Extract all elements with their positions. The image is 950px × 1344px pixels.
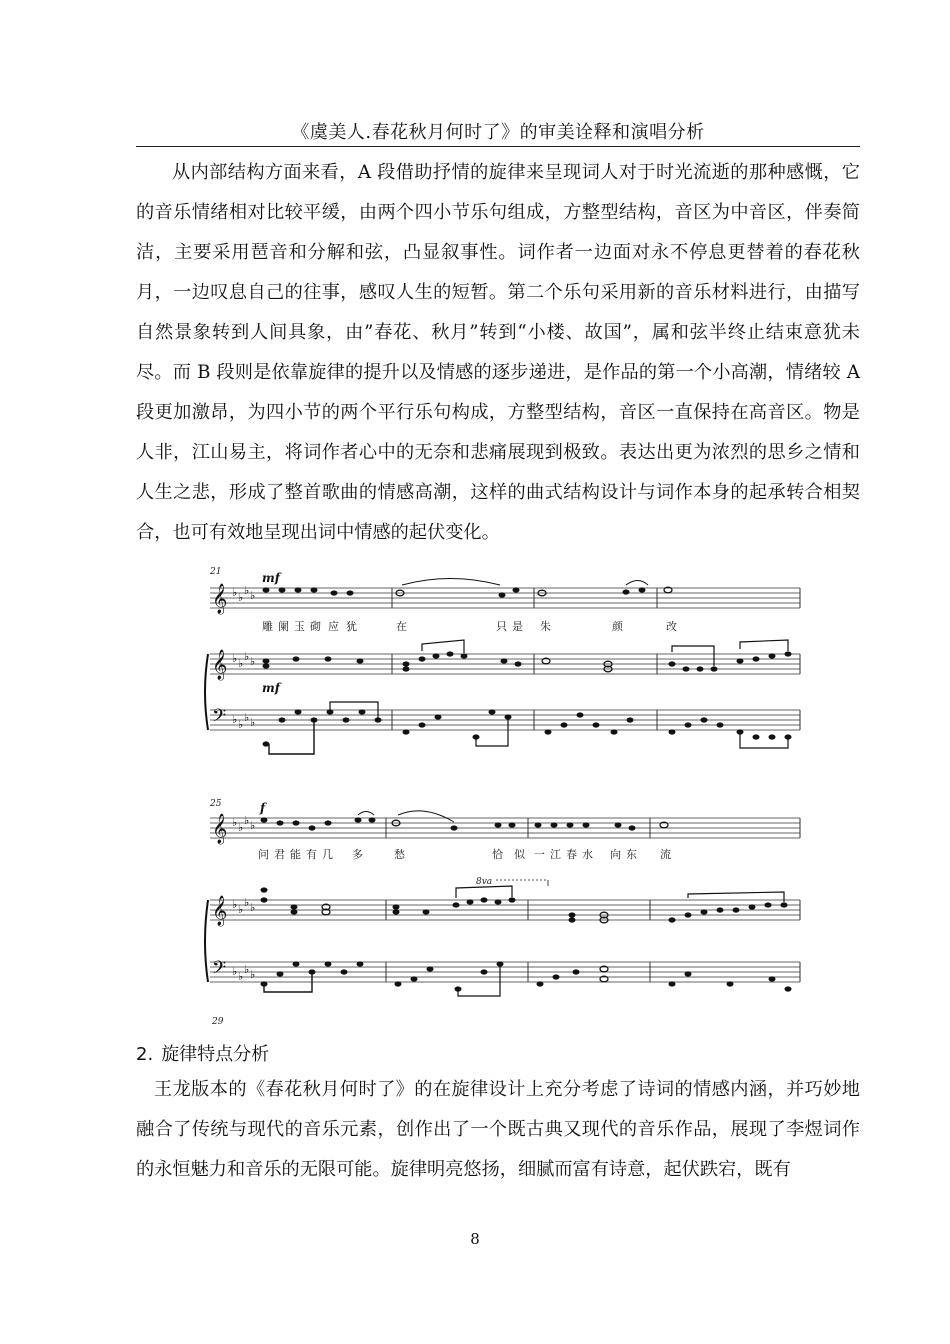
dynamic-mark: mf <box>262 681 280 695</box>
running-header: 《虞美人.春花秋月何时了》的审美诠释和演唱分析 <box>291 122 705 143</box>
svg-text:♭: ♭ <box>238 718 244 731</box>
svg-text:几: 几 <box>322 848 333 861</box>
svg-text:应: 应 <box>328 620 339 633</box>
svg-text:𝄞: 𝄞 <box>212 650 228 680</box>
svg-text:流: 流 <box>660 848 671 861</box>
voice-staff <box>210 579 800 616</box>
svg-text:犹: 犹 <box>346 620 357 633</box>
svg-text:能: 能 <box>290 848 301 861</box>
svg-text:𝄞: 𝄞 <box>212 896 228 926</box>
svg-text:朱: 朱 <box>540 620 551 633</box>
svg-text:是: 是 <box>512 620 523 633</box>
svg-text:一: 一 <box>534 848 545 861</box>
svg-text:有: 有 <box>306 848 317 861</box>
svg-text:♭: ♭ <box>250 655 256 668</box>
svg-text:♭: ♭ <box>232 898 238 911</box>
svg-text:♭: ♭ <box>244 814 250 827</box>
svg-text:♭: ♭ <box>238 657 244 670</box>
svg-text:𝄞: 𝄞 <box>212 814 228 844</box>
svg-text:♭: ♭ <box>244 650 250 663</box>
measure-number: 25 <box>210 799 222 809</box>
lyrics-line <box>262 619 677 633</box>
section-heading <box>136 1040 269 1066</box>
body-paragraph-structure: 从内部结构方面来看，A 段借助抒情的旋律来呈现词人对于时光流逝的那种感慨，它的音乐情绪相对比较平缓，由两个四小节乐句组成，方整型结构，音区为中音区，伴奏简洁，主要采用琶音和分解和弦，凸显叙事性。词作者一边面对永不停息更替着的春花秋月，一边叹息自己的往事，感叹人生的短暂。第二个乐句采用新的音乐材料进行，由描写自然景象转到人间具象，由”春花、秋月”转到“小楼、故国”，属和弦半终止结束意犹未尽。而 B 段则是依靠旋律的提升以及情感的逐步递进，是作品的第一个小高潮，情绪较 A 段更加激昂，为四小节的两个平行乐句构成，方整型结构，音区一直保持在高音区。物是人非，江山易主，将词作者心中的无奈和悲痛展现到极致。表达出更为浓烈的思乡之情和人生之悲，形成了整首歌曲的情感高潮，这样的曲式结构设计与词作本身的起承转合相契合，也可有效地呈现出词中情感的起伏变化。 <box>136 162 860 543</box>
svg-text:东: 东 <box>626 848 637 861</box>
dynamic-mark: f <box>260 801 266 815</box>
svg-text:只: 只 <box>496 620 507 633</box>
piano-right-hand-staff <box>210 886 800 927</box>
svg-text:水: 水 <box>582 848 593 861</box>
piano-left-hand-staff <box>210 702 800 754</box>
page-number: 8 <box>470 1230 480 1248</box>
measure-number: 29 <box>212 1017 224 1027</box>
svg-text:♭: ♭ <box>232 816 238 829</box>
svg-text:江: 江 <box>550 848 561 861</box>
section-number: 2. <box>136 1044 154 1065</box>
svg-text:阑: 阑 <box>278 620 289 633</box>
svg-text:♭: ♭ <box>250 968 256 981</box>
piano-left-hand-staff <box>210 958 800 996</box>
svg-text:向: 向 <box>610 848 621 861</box>
svg-text:♭: ♭ <box>238 903 244 916</box>
svg-text:颜: 颜 <box>612 620 623 633</box>
bass-clef-icon: 𝄢 <box>212 706 227 731</box>
svg-text:♭: ♭ <box>244 711 250 724</box>
svg-text:♭: ♭ <box>244 896 250 909</box>
body-paragraph-melody: 王龙版本的《春花秋月何时了》的在旋律设计上充分考虑了诗词的情感内涵，并巧妙地融合了传统与现代的音乐元素，创作出了一个既古典又现代的音乐作品，展现了李煜词作的永恒魅力和音乐的无限可能。旋律明亮悠扬，细腻而富有诗意，起伏跌宕，既有 <box>136 1079 860 1180</box>
svg-text:♭: ♭ <box>232 652 238 665</box>
svg-text:♭: ♭ <box>232 965 238 978</box>
svg-text:♭: ♭ <box>250 901 256 914</box>
svg-text:似: 似 <box>514 848 525 861</box>
svg-text:♭: ♭ <box>244 584 250 597</box>
dynamic-mark: mf <box>262 571 280 585</box>
lyrics-line <box>258 847 671 861</box>
svg-text:在: 在 <box>396 620 407 633</box>
measure-number: 21 <box>210 567 222 577</box>
voice-staff <box>210 811 800 845</box>
svg-text:♭: ♭ <box>238 591 244 604</box>
svg-text:♭: ♭ <box>244 963 250 976</box>
section-title: 旋律特点分析 <box>161 1044 270 1065</box>
header-divider <box>136 146 860 147</box>
svg-text:多: 多 <box>352 848 363 861</box>
svg-text:改: 改 <box>666 620 677 633</box>
sheet-music-figure <box>200 562 812 1028</box>
svg-text:雕: 雕 <box>262 620 273 633</box>
svg-text:♭: ♭ <box>250 716 256 729</box>
svg-text:♭: ♭ <box>232 586 238 599</box>
score-system-1 <box>205 567 800 754</box>
svg-text:玉: 玉 <box>294 620 305 633</box>
svg-text:♭: ♭ <box>238 821 244 834</box>
svg-text:♭: ♭ <box>250 819 256 832</box>
svg-text:恰: 恰 <box>492 848 503 861</box>
score-system-2 <box>205 799 800 1027</box>
svg-text:君: 君 <box>274 848 285 861</box>
svg-text:春: 春 <box>566 848 577 861</box>
svg-text:♭: ♭ <box>250 589 256 602</box>
ottava-mark: 8va <box>476 877 493 887</box>
svg-text:愁: 愁 <box>394 848 405 861</box>
svg-text:♭: ♭ <box>238 970 244 983</box>
svg-text:♭: ♭ <box>232 713 238 726</box>
treble-clef-icon: 𝄞 <box>212 584 228 614</box>
svg-text:问: 问 <box>258 848 269 861</box>
svg-text:𝄢: 𝄢 <box>212 958 227 983</box>
piano-right-hand-staff <box>210 640 800 681</box>
svg-text:砌: 砌 <box>310 620 321 633</box>
